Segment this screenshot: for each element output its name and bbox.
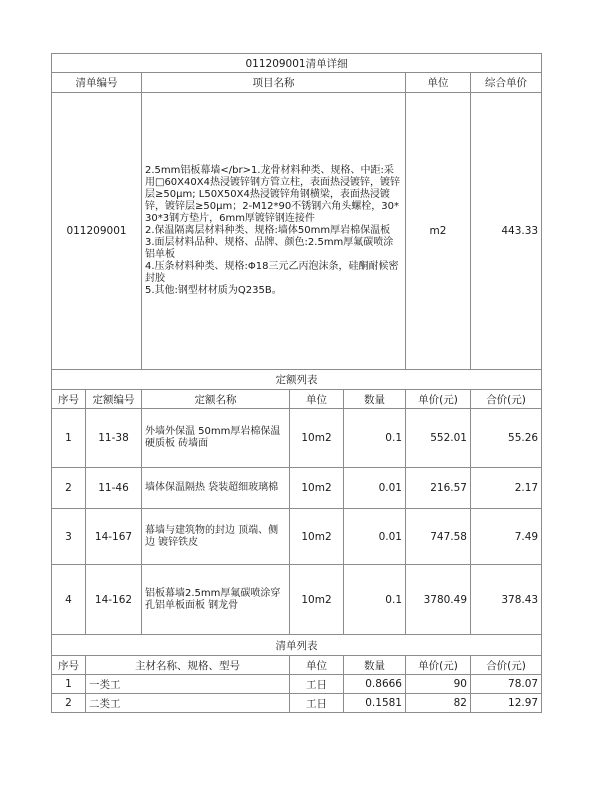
quota-unit: 10m2 (290, 409, 344, 468)
quota-total: 378.43 (471, 565, 542, 635)
material-unit-price: 82 (406, 694, 471, 713)
quota-code: 14-167 (86, 509, 142, 565)
quota-name: 墙体保温隔热 袋装超细玻璃棉 (142, 468, 290, 509)
quota-seq: 4 (52, 565, 86, 635)
description-line: 4.压条材料种类、规格:Φ18三元乙丙泡沫条，硅酮耐候密封胶 (145, 261, 399, 284)
description-line: 2.5mm铝板幕墙</br>1.龙骨材料种类、规格、中距:采用□60X40X4热浸镀锌钢方管立柱，表面热浸镀锌，镀锌层≥50μm; L50X50X4热浸镀锌角钢横梁，表面热浸镀锌，镀锌层≥50μm；2-M12*90不锈钢六角头螺栓，30*30*3钢方垫片，6mm厚镀锌钢连接件 (145, 165, 400, 224)
material-header-unit: 单位 (290, 656, 344, 675)
quota-code: 11-46 (86, 468, 142, 509)
table-row (52, 509, 542, 565)
quota-qty: 0.1 (344, 409, 406, 468)
list-item-description (142, 93, 406, 370)
table-row (52, 675, 542, 694)
material-qty: 0.1581 (344, 694, 406, 713)
material-header-unit-price: 单价(元) (406, 656, 471, 675)
table-row (52, 694, 542, 713)
material-section-title: 清单列表 (52, 635, 542, 656)
quota-unit-price: 552.01 (406, 409, 471, 468)
quota-qty: 0.01 (344, 509, 406, 565)
quota-header-code: 定额编号 (86, 390, 142, 409)
quota-name: 铝板幕墙2.5mm厚氟碳喷涂穿孔铝单板面板 钢龙骨 (142, 565, 290, 635)
quota-header-total: 合价(元) (471, 390, 542, 409)
material-unit: 工日 (290, 675, 344, 694)
material-qty: 0.8666 (344, 675, 406, 694)
quota-unit: 10m2 (290, 509, 344, 565)
quota-header-qty: 数量 (344, 390, 406, 409)
quota-qty: 0.1 (344, 565, 406, 635)
material-seq: 2 (52, 694, 86, 713)
material-header-qty: 数量 (344, 656, 406, 675)
header-list-code: 清单编号 (52, 73, 142, 93)
table-row (52, 409, 542, 468)
material-header-total: 合价(元) (471, 656, 542, 675)
quota-name: 幕墙与建筑物的封边 顶端、侧边 镀锌铁皮 (142, 509, 290, 565)
header-unit-price: 综合单价 (471, 73, 542, 93)
description-line: 3.面层材料品种、规格、品牌、颜色:2.5mm厚氟碳喷涂铝单板 (145, 237, 394, 260)
detail-table (51, 53, 542, 713)
table-title: 011209001清单详细 (52, 54, 542, 73)
header-unit: 单位 (406, 73, 471, 93)
material-header-name: 主材名称、规格、型号 (86, 656, 290, 675)
material-name: 一类工 (86, 675, 290, 694)
quota-seq: 2 (52, 468, 86, 509)
list-item-code: 011209001 (52, 93, 142, 370)
list-item-price: 443.33 (471, 93, 542, 370)
quota-seq: 1 (52, 409, 86, 468)
quota-header-unit-price: 单价(元) (406, 390, 471, 409)
quota-name: 外墙外保温 50mm厚岩棉保温硬质板 砖墙面 (142, 409, 290, 468)
quota-qty: 0.01 (344, 468, 406, 509)
table-row (52, 468, 542, 509)
quota-seq: 3 (52, 509, 86, 565)
material-header-seq: 序号 (52, 656, 86, 675)
quota-header-unit: 单位 (290, 390, 344, 409)
material-unit-price: 90 (406, 675, 471, 694)
table-row (52, 565, 542, 635)
material-unit: 工日 (290, 694, 344, 713)
quota-unit: 10m2 (290, 565, 344, 635)
quota-total: 7.49 (471, 509, 542, 565)
material-seq: 1 (52, 675, 86, 694)
quota-unit-price: 747.58 (406, 509, 471, 565)
quota-header-name: 定额名称 (142, 390, 290, 409)
material-total: 12.97 (471, 694, 542, 713)
quota-unit-price: 3780.49 (406, 565, 471, 635)
description-line: 2.保温隔离层材料种类、规格:墙体50mm厚岩棉保温板 (145, 225, 391, 236)
quota-total: 2.17 (471, 468, 542, 509)
quota-section-title: 定额列表 (52, 370, 542, 390)
quota-unit-price: 216.57 (406, 468, 471, 509)
quota-header-seq: 序号 (52, 390, 86, 409)
quota-code: 11-38 (86, 409, 142, 468)
material-total: 78.07 (471, 675, 542, 694)
list-item-unit: m2 (406, 93, 471, 370)
quota-total: 55.26 (471, 409, 542, 468)
material-name: 二类工 (86, 694, 290, 713)
quota-unit: 10m2 (290, 468, 344, 509)
quota-code: 14-162 (86, 565, 142, 635)
description-line: 5.其他:钢型材材质为Q235B。 (145, 285, 282, 296)
header-item-name: 项目名称 (142, 73, 406, 93)
